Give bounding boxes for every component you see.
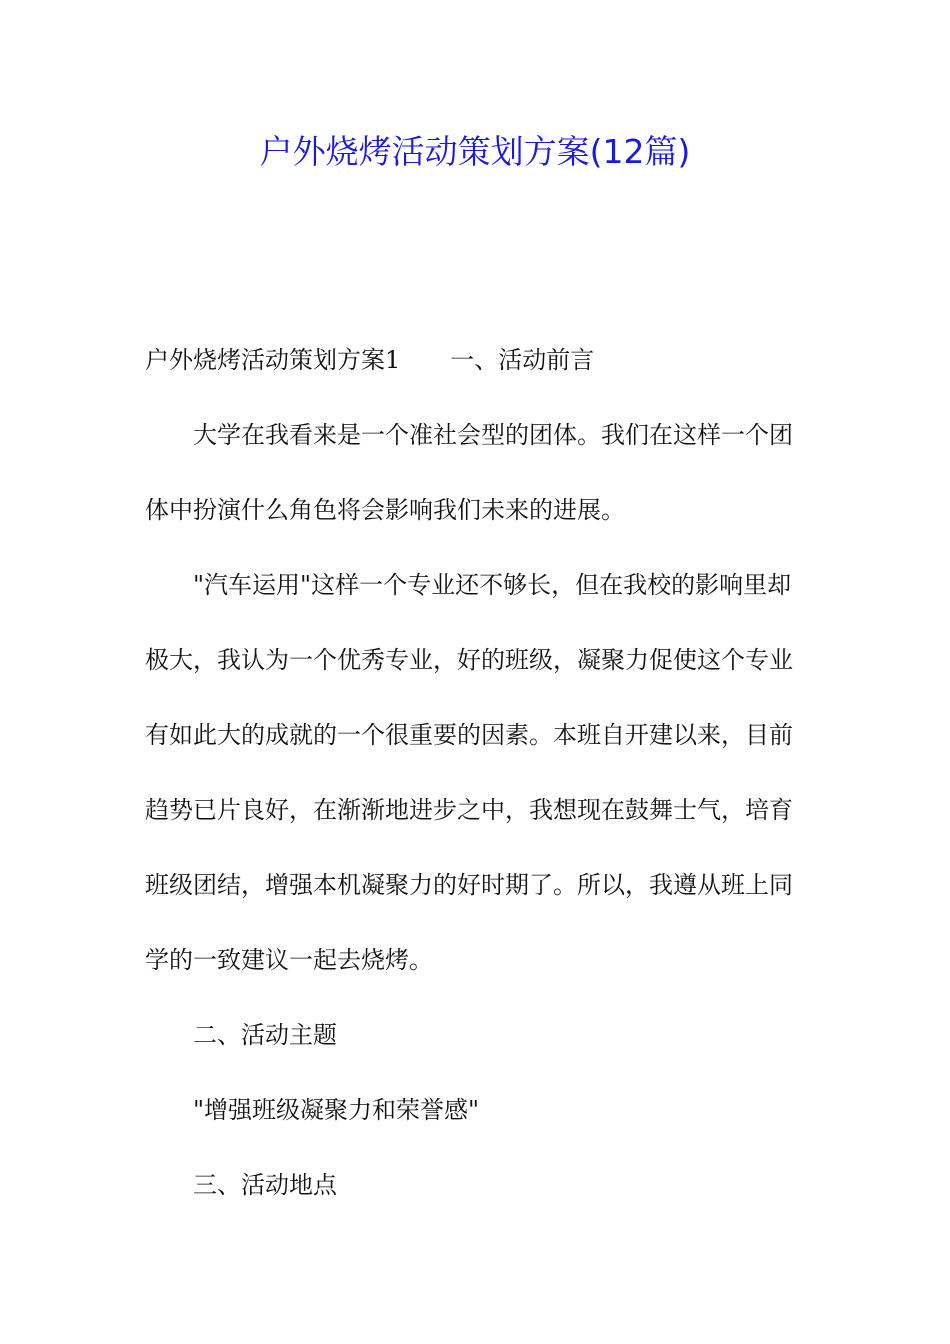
section-heading: 二、活动主题 — [193, 1021, 337, 1049]
paragraph-line: 大学在我看来是一个准社会型的团体。我们在这样一个团 — [193, 421, 793, 449]
section-subtitle: 一、活动前言 — [450, 346, 595, 374]
paragraph-line: 有如此大的成就的一个很重要的因素。本班自开建以来，目前 — [145, 721, 793, 749]
paragraph-line: "汽车运用"这样一个专业还不够长，但在我校的影响里却 — [193, 571, 792, 599]
section-title: 户外烧烤活动策划方案1 — [145, 346, 401, 374]
paragraph-line: 趋势已片良好，在渐渐地进步之中，我想现在鼓舞士气，培育 — [145, 796, 793, 824]
section-heading: 三、活动地点 — [193, 1171, 337, 1199]
document-body — [145, 335, 825, 1235]
paragraph-line: 班级团结，增强本机凝聚力的好时期了。所以，我遵从班上同 — [145, 871, 793, 899]
paragraph-line: 学的一致建议一起去烧烤。 — [145, 946, 433, 974]
heading-line-1 — [145, 335, 825, 410]
paragraph-line: 极大，我认为一个优秀专业，好的班级，凝聚力促使这个专业 — [145, 646, 793, 674]
document-title: 户外烧烤活动策划方案(12篇) — [259, 132, 691, 171]
paragraph-line: 体中扮演什么角色将会影响我们未来的进展。 — [145, 496, 625, 524]
paragraph-line: "增强班级凝聚力和荣誉感" — [193, 1096, 480, 1124]
